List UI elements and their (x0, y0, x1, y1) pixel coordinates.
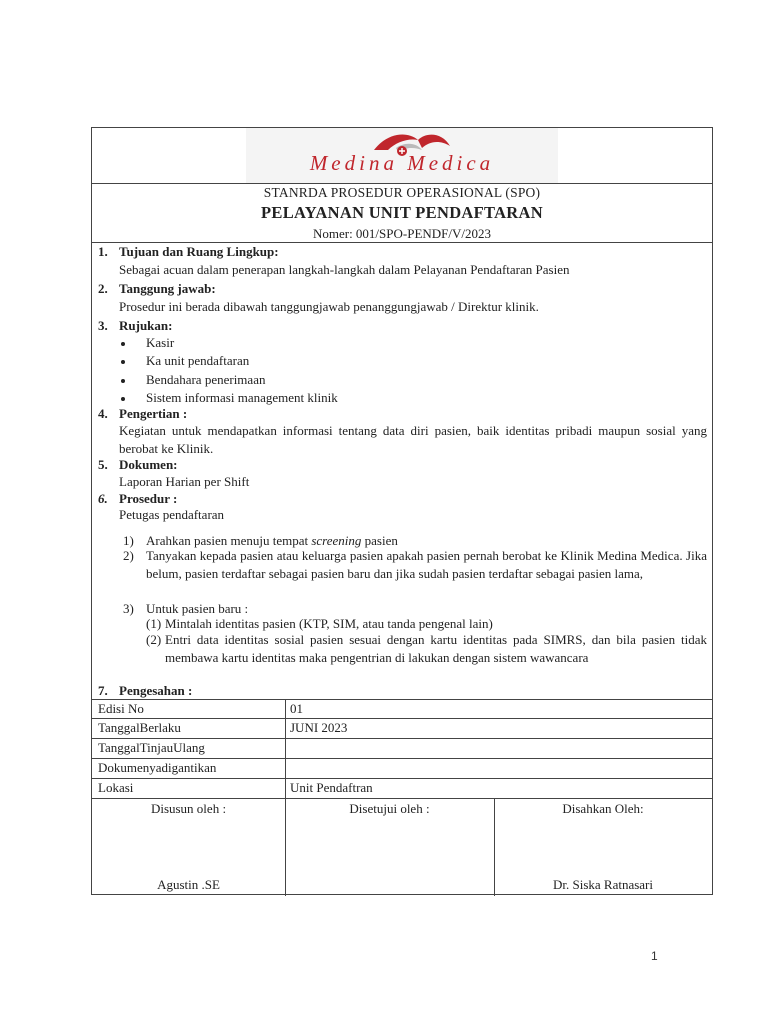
bullet (121, 379, 125, 383)
section-6-title: Prosedur : (119, 491, 178, 506)
signature-heading-disusun: Disusun oleh : (150, 801, 227, 816)
section-3-num: 3. (98, 318, 108, 333)
section-4-num: 4. (98, 406, 108, 421)
section-5-num: 5. (98, 457, 108, 472)
substep-1-text: Mintalah identitas pasien (KTP, SIM, atau tanda pengenal lain) (165, 616, 493, 631)
section-4-title: Pengertian : (119, 406, 188, 421)
reference-item: Sistem informasi management klinik (146, 390, 338, 405)
step-2-text: Tanyakan kepada pasien atau keluarga pasien apakah pasien pernah berobat ke Klinik Medina Medica. Jika belum, pasien terdaftar sebagai pasien baru dan jika sudah pasien terdaftar sebagai pasien lama, (146, 548, 707, 581)
table-line (92, 778, 712, 779)
page-number: 1 (651, 949, 658, 963)
signature-name-disusun: Agustin .SE (157, 877, 220, 892)
bullet (121, 342, 125, 346)
substep-2-text: Entri data identitas sosial pasien sesuai dengan kartu identitas pada SIMRS, dan bila pasien tidak membawa kartu identitas maka pengentrian di lakukan dengan sistem wawancara (165, 632, 707, 665)
reference-item: Ka unit pendaftaran (146, 353, 250, 368)
section-2-num: 2. (98, 281, 108, 296)
step-2-num: 2) (123, 548, 134, 563)
section-2-title: Tanggung jawab: (119, 281, 216, 296)
row-label-lokasi: Lokasi (98, 780, 134, 795)
row-value-edisi: 01 (290, 701, 303, 716)
doc-type: STANRDA PROSEDUR OPERASIONAL (SPO) (263, 185, 541, 200)
medina-medica-logo (246, 128, 558, 183)
step-3-text: Untuk pasien baru : (146, 601, 249, 616)
table-line (92, 798, 712, 799)
reference-item: Bendahara penerimaan (146, 372, 266, 387)
row-label-tanggal-tinjau: TanggalTinjauUlang (98, 740, 205, 755)
table-line (92, 699, 712, 700)
row-value-tanggal-berlaku: JUNI 2023 (290, 720, 348, 735)
table-line (92, 718, 712, 719)
step-1-text: Arahkan pasien menuju tempat screening pasien (146, 533, 398, 548)
step-3-num: 3) (123, 601, 134, 616)
spo-document (91, 127, 713, 895)
section-1-text: Sebagai acuan dalam penerapan langkah-langkah dalam Pelayanan Pendaftaran Pasien (119, 262, 570, 277)
doc-number: Nomer: 001/SPO-PENDF/V/2023 (312, 226, 492, 241)
section-5-text: Laporan Harian per Shift (119, 474, 250, 489)
section-7-title: Pengesahan : (119, 683, 193, 698)
bullet (121, 360, 125, 364)
section-6-num: 6. (98, 491, 108, 506)
signature-heading-disahkan: Disahkan Oleh: (562, 801, 644, 816)
signature-heading-disetujui: Disetujui oleh : (349, 801, 430, 816)
bullet (121, 397, 125, 401)
section-1-title: Tujuan dan Ruang Lingkup: (119, 244, 279, 259)
section-5-title: Dokumen: (119, 457, 178, 472)
substep-2-num: (2) (146, 632, 162, 647)
substep-1-num: (1) (146, 616, 162, 631)
row-label-dokumen: Dokumenyadigantikan (98, 760, 217, 775)
section-4-text: Kegiatan untuk mendapatkan informasi tentang data diri pasien, baik identitas pribadi maupun sosial yang berobat ke Klinik. (119, 423, 707, 456)
section-6-intro: Petugas pendaftaran (119, 507, 225, 522)
reference-item: Kasir (146, 335, 175, 350)
step-1-num: 1) (123, 533, 134, 548)
signature-name-disahkan: Dr. Siska Ratnasari (552, 877, 653, 892)
row-label-edisi: Edisi No (98, 701, 144, 716)
doc-title: PELAYANAN UNIT PENDAFTARAN (261, 203, 543, 222)
section-2-text: Prosedur ini berada dibawah tanggungjawab penanggungjawab / Direktur klinik. (119, 299, 539, 314)
section-1-num: 1. (98, 244, 108, 259)
table-line (285, 699, 286, 896)
row-label-tanggal-berlaku: TanggalBerlaku (98, 720, 181, 735)
section-3-title: Rujukan: (119, 318, 173, 333)
logo-text: Medina Medica (309, 151, 495, 175)
row-value-lokasi: Unit Pendaftran (290, 780, 373, 795)
section-7-num: 7. (98, 683, 108, 698)
